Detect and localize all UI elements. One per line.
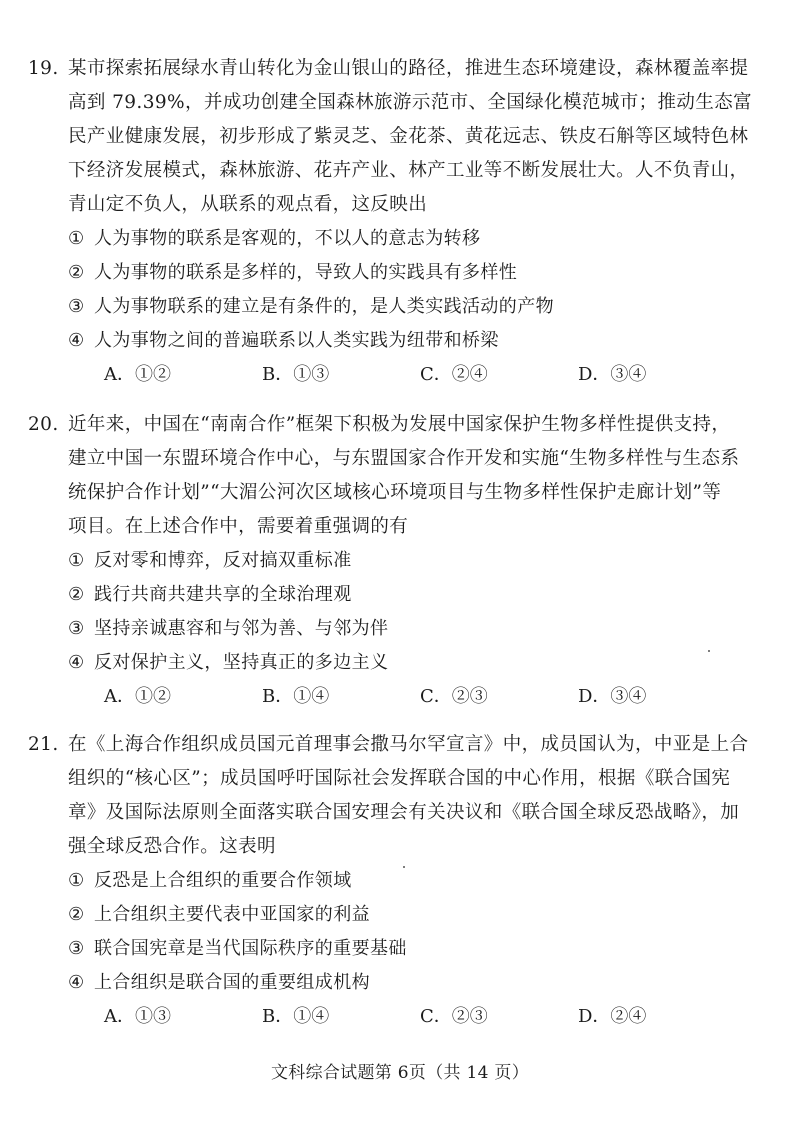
- question-stem-line: 项目。在上述合作中，需要着重强调的有: [68, 516, 409, 537]
- statement-1: ① 人为事物的联系是客观的，不以人的意志为转移: [68, 222, 748, 256]
- question-number: 20.: [28, 414, 59, 435]
- statement-2: ② 上合组织主要代表中亚国家的利益: [68, 898, 748, 932]
- statement-marker: ④: [68, 330, 85, 351]
- scan-speck: [403, 866, 405, 868]
- question-stem-line: 青山定不负人，从联系的观点看，这反映出: [68, 194, 428, 215]
- choice-b[interactable]: B．①③: [262, 364, 330, 385]
- statement-marker: ③: [68, 618, 85, 639]
- statement-3: ③ 联合国宪章是当代国际秩序的重要基础: [68, 932, 748, 966]
- choice-a[interactable]: A．①②: [104, 364, 171, 385]
- question-stem-line: 强全球反恐合作。这表明: [68, 836, 276, 857]
- scan-speck: [708, 650, 710, 652]
- question-21: [28, 728, 749, 1034]
- choice-a[interactable]: A．①③: [104, 1006, 171, 1027]
- question-stem-line: 章》及国际法原则全面落实联合国安理会有关决议和《联合国全球反恐战略》，加: [68, 802, 740, 823]
- choice-b[interactable]: B．①④: [262, 686, 330, 707]
- question-stem-line: 19. 某市探索拓展绿水青山转化为金山银山的路径，推进生态环境建设，森林覆盖率提: [68, 52, 748, 86]
- statement-1: ① 反恐是上合组织的重要合作领域: [68, 864, 748, 898]
- statement-4: ④ 人为事物之间的普遍联系以人类实践为纽带和桥梁: [68, 324, 748, 358]
- statement-2: ② 人为事物的联系是多样的，导致人的实践具有多样性: [68, 256, 748, 290]
- choice-d[interactable]: D．②④: [578, 1006, 647, 1027]
- choice-c[interactable]: C．②④: [420, 364, 488, 385]
- question-stem-line: 统保护合作计划”“大湄公河次区域核心环境项目与生物多样性保护走廊计划”等: [68, 482, 722, 503]
- statement-marker: ④: [68, 972, 85, 993]
- statement-marker: ③: [68, 296, 85, 317]
- question-stem-line: 下经济发展模式，森林旅游、花卉产业、林产工业等不断发展壮大。人不负青山，: [68, 160, 749, 181]
- choice-c[interactable]: C．②③: [420, 1006, 488, 1027]
- statement-4: ④ 反对保护主义，坚持真正的多边主义: [68, 646, 748, 680]
- question-stem-line: 21. 在《上海合作组织成员国元首理事会撒马尔罕宣言》中，成员国认为，中亚是上合: [68, 728, 748, 762]
- question-20: [28, 408, 748, 714]
- statement-1: ① 反对零和博弈，反对搞双重标准: [68, 544, 748, 578]
- answer-choices: [68, 1000, 748, 1034]
- statement-marker: ②: [68, 904, 85, 925]
- choice-c[interactable]: C．②③: [420, 686, 488, 707]
- answer-choices: [68, 358, 748, 392]
- statement-marker: ②: [68, 262, 85, 283]
- statement-4: ④ 上合组织是联合国的重要组成机构: [68, 966, 748, 1000]
- question-number: 21.: [28, 734, 59, 755]
- question-stem-line: 建立中国一东盟环境合作中心，与东盟国家合作开发和实施“生物多样性与生态系: [68, 448, 740, 469]
- statement-marker: ①: [68, 228, 85, 249]
- question-stem-line: 组织的“核心区”；成员国呼吁国际社会发挥联合国的中心作用，根据《联合国宪: [68, 768, 731, 789]
- question-stem-line: 高到 79.39%，并成功创建全国森林旅游示范市、全国绿化模范城市；推动生态富: [68, 92, 753, 113]
- choice-a[interactable]: A．①②: [104, 686, 171, 707]
- question-stem-line: 民产业健康发展，初步形成了紫灵芝、金花茶、黄花远志、铁皮石斛等区域特色林: [68, 126, 749, 147]
- choice-d[interactable]: D．③④: [578, 686, 647, 707]
- statement-3: ③ 人为事物联系的建立是有条件的，是人类实践活动的产物: [68, 290, 748, 324]
- choice-b[interactable]: B．①④: [262, 1006, 330, 1027]
- statement-marker: ③: [68, 938, 85, 959]
- statement-marker: ①: [68, 870, 85, 891]
- page-footer: 文科综合试题第 6页（共 14 页）: [270, 1063, 530, 1083]
- question-19: [28, 52, 753, 392]
- question-stem-line: 20. 近年来，中国在“南南合作”框架下积极为发展中国家保护生物多样性提供支持，: [68, 408, 748, 442]
- statement-2: ② 践行共商共建共享的全球治理观: [68, 578, 748, 612]
- statement-marker: ④: [68, 652, 85, 673]
- statement-3: ③ 坚持亲诚惠容和与邻为善、与邻为伴: [68, 612, 748, 646]
- choice-d[interactable]: D．③④: [578, 364, 647, 385]
- question-number: 19.: [28, 58, 59, 79]
- statement-marker: ①: [68, 550, 85, 571]
- statement-marker: ②: [68, 584, 85, 605]
- answer-choices: [68, 680, 748, 714]
